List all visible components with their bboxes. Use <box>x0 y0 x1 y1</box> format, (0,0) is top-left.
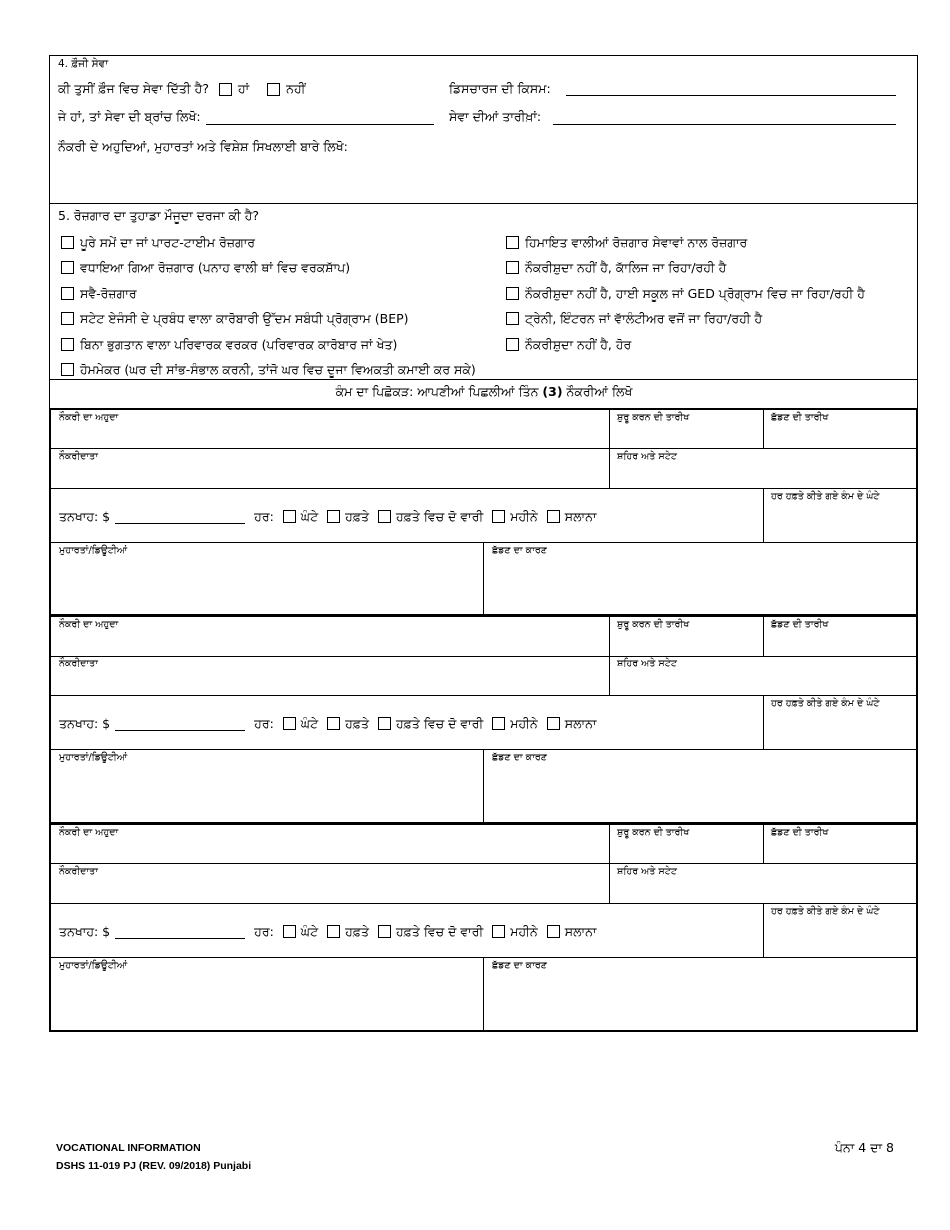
period-year-checkbox[interactable] <box>547 925 560 938</box>
period-year-label: ਸਲਾਨਾ <box>564 923 597 939</box>
reason-leaving-label: ਛੱਡਣ ਦਾ ਕਾਰਣ <box>492 545 547 556</box>
status-label: ਹਿਮਾਇਤ ਵਾਲੀਆਂ ਰੋਜ਼ਗਾਰ ਸੇਵਾਵਾਂ ਨਾਲ ਰੋਜ਼ਗਾਰ <box>525 234 748 250</box>
service-dates-field[interactable] <box>553 124 896 125</box>
reason-leaving-label: ਛੱਡਣ ਦਾ ਕਾਰਣ <box>492 960 547 971</box>
work-history-title-pre: ਕੰਮ ਦਾ ਪਿਛੋਕੜ: ਆਪਣੀਆਂ ਪਿਛਲੀਆਂ ਤਿੰਨ <box>335 384 543 399</box>
status-checkbox[interactable] <box>61 236 74 249</box>
salary-label: ਤਨਖਾਹ: $ <box>59 923 111 939</box>
status-label: ਸਟੇਟ ਏਜੰਸੀ ਦੇ ਪ੍ਰਬੰਧ ਵਾਲਾ ਕਾਰੋਬਾਰੀ ਉੱਦਮ ਸਬੰਧੀ ਪ੍ਰੋਗ੍ਰਾਮ (BEP) <box>80 310 409 326</box>
period-month-label: ਮਹੀਨੇ <box>510 508 538 524</box>
status-option-left-1 <box>61 259 350 276</box>
status-label: ਵਧਾਇਆ ਗਿਆ ਰੋਜ਼ਗਾਰ (ਪਨਾਹ ਵਾਲੀ ਥਾਂ ਵਿਚ ਵਰਕਸ਼ਾੱਪ) <box>80 259 351 275</box>
military-served-row <box>58 80 305 98</box>
job-title-label: ਨੌਕਰੀ ਦਾ ਅਹੁਦਾ <box>59 619 119 630</box>
period-month-label: ਮਹੀਨੇ <box>510 715 538 731</box>
status-option-left-5 <box>61 361 476 378</box>
period-biweekly-checkbox[interactable] <box>378 925 391 938</box>
form-title: VOCATIONAL INFORMATION <box>56 1142 201 1154</box>
period-week-label: ਹਫ਼ਤੇ <box>345 715 369 731</box>
status-checkbox[interactable] <box>61 363 74 376</box>
employer-label: ਨੌਕਰੀਦਾਤਾ <box>59 658 98 669</box>
period-week-checkbox[interactable] <box>327 717 340 730</box>
status-label: ਨੌਕਰੀਸ਼ੁਦਾ ਨਹੀਂ ਹੈ, ਕਾੱਲਿਜ ਜਾ ਰਿਹਾ/ਰਹੀ ਹੈ <box>525 259 727 275</box>
status-label: ਨੌਕਰੀਸ਼ੁਦਾ ਨਹੀਂ ਹੈ, ਹਾਈ ਸਕੂਲ ਜਾਂ GED ਪ੍ਰੋਗ੍ਰਾਮ ਵਿਚ ਜਾ ਰਿਹਾ/ਰਹੀ ਹੈ <box>525 285 865 301</box>
status-label: ਪੂਰੇ ਸਮੇਂ ਦਾ ਜਾਂ ਪਾਰਟ-ਟਾਈਮ ਰੋਜ਼ਗਾਰ <box>80 234 256 250</box>
period-hour-checkbox[interactable] <box>283 925 296 938</box>
work-history-title-count: (3) <box>542 384 563 399</box>
status-option-right-2 <box>506 285 865 302</box>
branch-label: ਜੇ ਹਾਂ, ਤਾਂ ਸੇਵਾ ਦੀ ਬ੍ਰਾਂਚ ਲਿਖੋ: <box>58 109 201 124</box>
period-biweekly-checkbox[interactable] <box>378 717 391 730</box>
military-yes-checkbox[interactable] <box>219 83 232 96</box>
status-checkbox[interactable] <box>506 338 519 351</box>
status-option-right-1 <box>506 259 726 276</box>
section-4-military-service <box>49 55 918 204</box>
salary-row <box>59 508 597 525</box>
job-title-label: ਨੌਕਰੀ ਦਾ ਅਹੁਦਾ <box>59 827 119 838</box>
branch-field[interactable] <box>206 124 434 125</box>
section-5-heading: 5. ਰੋਜ਼ਗਾਰ ਦਾ ਤੁਹਾਡਾ ਮੌਜੂਦਾ ਦਰਜਾ ਕੀ ਹੈ? <box>58 208 260 223</box>
period-biweekly-label: ਹਫ਼ਤੇ ਵਿਚ ਦੋ ਵਾਰੀ <box>396 508 484 524</box>
city-state-label: ਸ਼ਹਿਰ ਅਤੇ ਸਟੇਟ <box>617 658 677 669</box>
period-week-checkbox[interactable] <box>327 510 340 523</box>
status-checkbox[interactable] <box>61 312 74 325</box>
period-month-checkbox[interactable] <box>492 925 505 938</box>
salary-label: ਤਨਖਾਹ: $ <box>59 715 111 731</box>
salary-field[interactable] <box>115 924 245 939</box>
work-history-title <box>0 384 950 400</box>
skills-label: ਮੁਹਾਰਤਾਂ/ਡਿਊਟੀਆਂ <box>59 545 128 556</box>
start-date-label: ਸ਼ੁਰੂ ਕਰਨ ਦੀ ਤਾਰੀਖ <box>617 827 690 838</box>
city-state-label: ਸ਼ਹਿਰ ਅਤੇ ਸਟੇਟ <box>617 866 677 877</box>
period-year-label: ਸਲਾਨਾ <box>564 508 597 524</box>
status-option-right-3 <box>506 310 762 327</box>
job-block-2 <box>49 615 918 824</box>
salary-field[interactable] <box>115 716 245 731</box>
status-option-left-0 <box>61 234 255 251</box>
period-year-label: ਸਲਾਨਾ <box>564 715 597 731</box>
status-label: ਹੋਮਮੇਕਰ (ਘਰ ਦੀ ਸਾਂਭ-ਸੰਭਾਲ ਕਰਨੀ, ਤਾਂਜੋ ਘਰ ਵਿਚ ਦੂਜਾ ਵਿਅਕਤੀ ਕਮਾਈ ਕਰ ਸਕੇ) <box>80 361 476 377</box>
reason-leaving-label: ਛੱਡਣ ਦਾ ਕਾਰਣ <box>492 752 547 763</box>
end-date-label: ਛੱਡਣ ਦੀ ਤਾਰੀਖ <box>771 412 829 423</box>
period-year-checkbox[interactable] <box>547 717 560 730</box>
period-week-checkbox[interactable] <box>327 925 340 938</box>
skills-label: ਮੁਹਾਰਤਾਂ/ਡਿਊਟੀਆਂ <box>59 960 128 971</box>
status-checkbox[interactable] <box>61 287 74 300</box>
period-hour-checkbox[interactable] <box>283 510 296 523</box>
hours-per-week-label: ਹਰ ਹਫ਼ਤੇ ਕੀਤੇ ਗਏ ਕੰਮ ਦੇ ਘੰਟੇ <box>771 906 880 917</box>
status-checkbox[interactable] <box>506 261 519 274</box>
status-label: ਨੌਕਰੀਸ਼ੁਦਾ ਨਹੀਂ ਹੈ, ਹੋਰ <box>525 336 632 352</box>
end-date-label: ਛੱਡਣ ਦੀ ਤਾਰੀਖ <box>771 619 829 630</box>
military-no-checkbox[interactable] <box>267 83 280 96</box>
form-number: DSHS 11-019 PJ (REV. 09/2018) Punjabi <box>56 1160 252 1172</box>
hours-per-week-label: ਹਰ ਹਫ਼ਤੇ ਕੀਤੇ ਗਏ ਕੰਮ ਦੇ ਘੰਟੇ <box>771 491 880 502</box>
status-checkbox[interactable] <box>61 338 74 351</box>
hours-per-week-label: ਹਰ ਹਫ਼ਤੇ ਕੀਤੇ ਗਏ ਕੰਮ ਦੇ ਘੰਟੇ <box>771 698 880 709</box>
status-option-left-2 <box>61 285 137 302</box>
salary-field[interactable] <box>115 509 245 524</box>
period-week-label: ਹਫ਼ਤੇ <box>345 508 369 524</box>
per-label: ਹਰ: <box>254 923 274 939</box>
period-hour-checkbox[interactable] <box>283 717 296 730</box>
salary-row <box>59 923 597 940</box>
period-month-checkbox[interactable] <box>492 717 505 730</box>
status-checkbox[interactable] <box>61 261 74 274</box>
discharge-type-field[interactable] <box>566 95 896 96</box>
status-label: ਬਿਨਾ ਭੁਗਤਾਨ ਵਾਲਾ ਪਰਿਵਾਰਕ ਵਰਕਰ (ਪਰਿਵਾਰਕ ਕਾਰੋਬਾਰ ਜਾਂ ਖੇਤ) <box>80 336 398 352</box>
military-no-label: ਨਹੀਂ <box>286 81 306 96</box>
end-date-label: ਛੱਡਣ ਦੀ ਤਾਰੀਖ <box>771 827 829 838</box>
start-date-label: ਸ਼ੁਰੂ ਕਰਨ ਦੀ ਤਾਰੀਖ <box>617 619 690 630</box>
start-date-label: ਸ਼ੁਰੂ ਕਰਨ ਦੀ ਤਾਰੀਖ <box>617 412 690 423</box>
skills-label: ਮੁਹਾਰਤਾਂ/ਡਿਊਟੀਆਂ <box>59 752 128 763</box>
status-checkbox[interactable] <box>506 287 519 300</box>
work-history-title-post: ਨੌਕਰੀਆਂ ਲਿਖੋ <box>562 384 633 399</box>
status-option-right-0 <box>506 234 747 251</box>
service-dates-label: ਸੇਵਾ ਦੀਆਂ ਤਾਰੀਖ਼ਾਂ: <box>449 109 542 124</box>
employer-label: ਨੌਕਰੀਦਾਤਾ <box>59 451 98 462</box>
period-hour-label: ਘੰਟੇ <box>300 715 319 731</box>
discharge-type-label: ਡਿਸਚਾਰਜ ਦੀ ਕਿਸਮ: <box>449 81 551 96</box>
job-title-label: ਨੌਕਰੀ ਦਾ ਅਹੁਦਾ <box>59 412 119 423</box>
job-block-1 <box>49 408 918 616</box>
status-label: ਟ੍ਰੇਨੀ, ਇੰਟਰਨ ਜਾਂ ਵਾੱਲੰਟੀਅਰ ਵਜੋਂ ਜਾ ਰਿਹਾ/ਰਹੀ ਹੈ <box>525 310 763 326</box>
job-block-3 <box>49 823 918 1032</box>
duties-label: ਨੌਕਰੀ ਦੇ ਅਹੁਦਿਆਂ, ਮੁਹਾਰਤਾਂ ਅਤੇ ਵਿਸ਼ੇਸ਼ ਸਿਖਲਾਈ ਬਾਰੇ ਲਿਖੋ: <box>58 139 348 154</box>
city-state-label: ਸ਼ਹਿਰ ਅਤੇ ਸਟੇਟ <box>617 451 677 462</box>
section-4-heading: 4. ਫ਼ੌਜੀ ਸੇਵਾ <box>58 58 109 70</box>
military-yes-label: ਹਾਂ <box>237 81 250 96</box>
status-checkbox[interactable] <box>506 236 519 249</box>
status-option-left-4 <box>61 336 397 353</box>
per-label: ਹਰ: <box>254 715 274 731</box>
period-month-label: ਮਹੀਨੇ <box>510 923 538 939</box>
per-label: ਹਰ: <box>254 508 274 524</box>
period-year-checkbox[interactable] <box>547 510 560 523</box>
period-biweekly-label: ਹਫ਼ਤੇ ਵਿਚ ਦੋ ਵਾਰੀ <box>396 923 484 939</box>
period-hour-label: ਘੰਟੇ <box>300 508 319 524</box>
salary-label: ਤਨਖਾਹ: $ <box>59 508 111 524</box>
salary-row <box>59 715 597 732</box>
period-hour-label: ਘੰਟੇ <box>300 923 319 939</box>
page-number: ਪੰਨਾ 4 ਦਾ 8 <box>834 1140 894 1155</box>
status-checkbox[interactable] <box>506 312 519 325</box>
period-biweekly-checkbox[interactable] <box>378 510 391 523</box>
status-option-left-3 <box>61 310 409 327</box>
period-biweekly-label: ਹਫ਼ਤੇ ਵਿਚ ਦੋ ਵਾਰੀ <box>396 715 484 731</box>
period-week-label: ਹਫ਼ਤੇ <box>345 923 369 939</box>
employer-label: ਨੌਕਰੀਦਾਤਾ <box>59 866 98 877</box>
military-served-question: ਕੀ ਤੁਸੀਂ ਫ਼ੌਜ ਵਿਚ ਸੇਵਾ ਦਿੱਤੀ ਹੈ? <box>58 81 209 96</box>
status-option-right-4 <box>506 336 631 353</box>
period-month-checkbox[interactable] <box>492 510 505 523</box>
status-label: ਸਵੈ-ਰੋਜ਼ਗਾਰ <box>80 285 137 301</box>
